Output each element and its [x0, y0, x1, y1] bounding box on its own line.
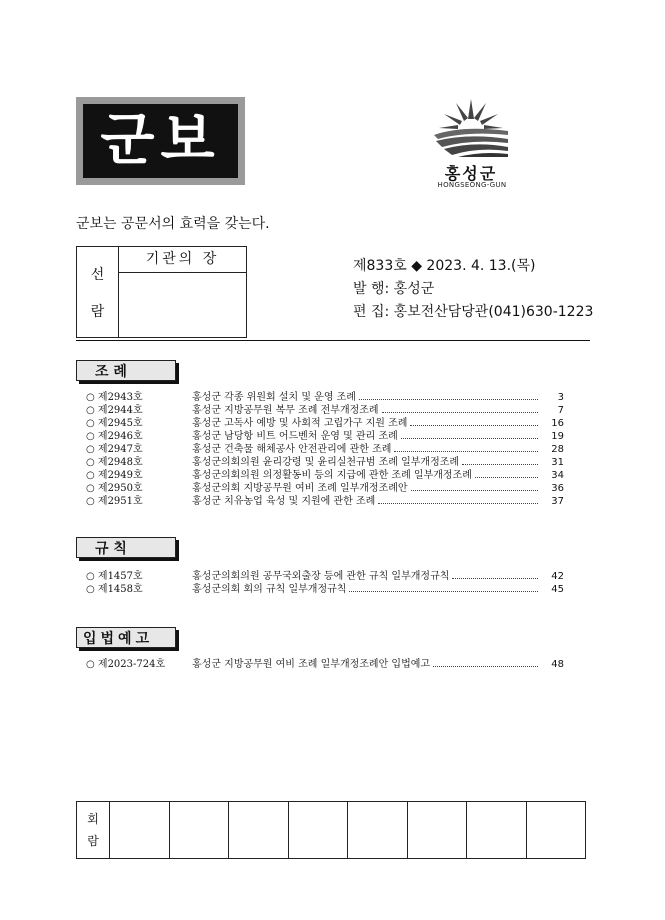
- toc-page: 36: [551, 483, 564, 494]
- masthead-title: 군보: [83, 104, 238, 178]
- toc-page: 34: [551, 470, 564, 481]
- circulation-signature-cell: [527, 802, 586, 858]
- toc-row[interactable]: [86, 391, 564, 404]
- approval-label: [77, 247, 119, 337]
- toc-row[interactable]: [86, 456, 564, 469]
- county-logo: [428, 95, 514, 191]
- approval-label-top: 선: [90, 266, 105, 283]
- circulation-signature-cell: [289, 802, 349, 858]
- section-header-legislative-notice: [76, 627, 176, 648]
- toc-page: 31: [551, 457, 564, 468]
- toc-number: ○ 제2951호: [86, 496, 143, 507]
- approval-box: [76, 246, 247, 338]
- issue-info: [353, 255, 593, 324]
- toc-title: 홍성군 지방공무원 복무 조례 전부개정조례: [192, 405, 379, 416]
- toc-row[interactable]: [86, 482, 564, 495]
- circulation-label: [77, 802, 110, 858]
- section-header-ordinances: [76, 360, 176, 381]
- toc-title: 홍성군의회의원 윤리강령 및 윤리실천규범 조례 일부개정조례: [192, 457, 460, 468]
- toc-leader: [349, 591, 538, 592]
- toc-row[interactable]: [86, 443, 564, 456]
- toc-row[interactable]: [86, 404, 564, 417]
- toc-leader: [411, 490, 538, 491]
- toc-title: 홍성군 각종 위원회 설치 및 운영 조례: [192, 392, 356, 403]
- toc-row[interactable]: [86, 570, 564, 583]
- approval-header: 기관의 장: [119, 247, 246, 273]
- circulation-table: [76, 801, 586, 859]
- toc-title: 홍성군 치유농업 육성 및 지원에 관한 조례: [192, 496, 376, 507]
- toc-leader: [359, 399, 538, 400]
- toc-row[interactable]: [86, 658, 564, 671]
- toc-title: 홍성군의회 회의 규칙 일부개정규칙: [192, 584, 347, 595]
- toc-number: ○ 제2023-724호: [86, 659, 166, 670]
- logo-roman-name: HONGSEONG-GUN: [437, 181, 507, 189]
- toc-number: ○ 제2946호: [86, 431, 143, 442]
- toc-number: ○ 제2947호: [86, 444, 143, 455]
- toc-legislative-notice: [86, 658, 564, 671]
- toc-row[interactable]: [86, 469, 564, 482]
- tagline: 군보는 공문서의 효력을 갖는다.: [76, 216, 270, 232]
- issue-number-date: 제833호 ◆ 2023. 4. 13.(목): [353, 258, 536, 274]
- toc-page: 48: [551, 659, 564, 670]
- toc-title: 홍성군 건축물 해체공사 안전관리에 관한 조례: [192, 444, 392, 455]
- toc-rules: [86, 570, 564, 596]
- toc-number: ○ 제2944호: [86, 405, 143, 416]
- toc-row[interactable]: [86, 430, 564, 443]
- toc-number: ○ 제1458호: [86, 584, 143, 595]
- issue-publisher: 발 행: 홍성군: [353, 281, 435, 297]
- toc-ordinances: [86, 391, 564, 508]
- toc-leader: [433, 666, 538, 667]
- toc-leader: [452, 578, 538, 579]
- circulation-signature-cell: [348, 802, 408, 858]
- toc-leader: [475, 477, 538, 478]
- circulation-signature-cell: [170, 802, 230, 858]
- toc-page: 42: [551, 571, 564, 582]
- toc-leader: [382, 412, 538, 413]
- toc-page: 28: [551, 444, 564, 455]
- toc-number: ○ 제2948호: [86, 457, 143, 468]
- toc-leader: [378, 503, 538, 504]
- circulation-label-bottom: 람: [87, 834, 99, 848]
- toc-page: 7: [557, 405, 564, 416]
- toc-number: ○ 제2943호: [86, 392, 143, 403]
- circulation-signature-cell: [110, 802, 170, 858]
- toc-leader: [462, 464, 538, 465]
- toc-title: 홍성군의회의원 공무국외출장 등에 관한 규칙 일부개정규칙: [192, 571, 450, 582]
- toc-leader: [401, 438, 538, 439]
- toc-row[interactable]: [86, 495, 564, 508]
- toc-title: 홍성군 고독사 예방 및 사회적 고립가구 지원 조례: [192, 418, 408, 429]
- toc-page: 3: [557, 392, 564, 403]
- toc-title: 홍성군 남당항 비트 어드벤처 운영 및 관리 조례: [192, 431, 398, 442]
- toc-page: 45: [551, 584, 564, 595]
- toc-page: 37: [551, 496, 564, 507]
- toc-page: 16: [551, 418, 564, 429]
- section-header-rules: [76, 537, 176, 558]
- toc-row[interactable]: [86, 583, 564, 596]
- masthead: [76, 97, 245, 185]
- toc-number: ○ 제1457호: [86, 571, 143, 582]
- toc-number: ○ 제2949호: [86, 470, 143, 481]
- county-emblem-icon: [432, 95, 510, 159]
- section-title-legislative-notice: 입법예고: [83, 630, 154, 647]
- circulation-signature-cell: [229, 802, 289, 858]
- toc-page: 19: [551, 431, 564, 442]
- approval-main: [119, 247, 246, 337]
- circulation-signature-cell: [467, 802, 527, 858]
- toc-title: 홍성군 지방공무원 여비 조례 일부개정조례안 입법예고: [192, 659, 431, 670]
- logo-name: 홍성군: [444, 164, 498, 183]
- toc-number: ○ 제2950호: [86, 483, 143, 494]
- header-divider: [76, 340, 590, 341]
- toc-leader: [410, 425, 538, 426]
- toc-leader: [394, 451, 538, 452]
- toc-row[interactable]: [86, 417, 564, 430]
- toc-title: 홍성군의회의원 의정활동비 등의 지급에 관한 조례 일부개정조례: [192, 470, 472, 481]
- section-title-ordinances: 조 례: [95, 363, 127, 380]
- approval-label-bottom: 람: [90, 303, 105, 320]
- toc-number: ○ 제2945호: [86, 418, 143, 429]
- circulation-label-top: 회: [87, 812, 99, 826]
- section-title-rules: 규 칙: [95, 540, 127, 557]
- issue-editor: 편 집: 홍보전산담당관(041)630-1223: [353, 304, 594, 320]
- toc-title: 홍성군의회 지방공무원 여비 조례 일부개정조례안: [192, 483, 408, 494]
- circulation-signature-cell: [408, 802, 468, 858]
